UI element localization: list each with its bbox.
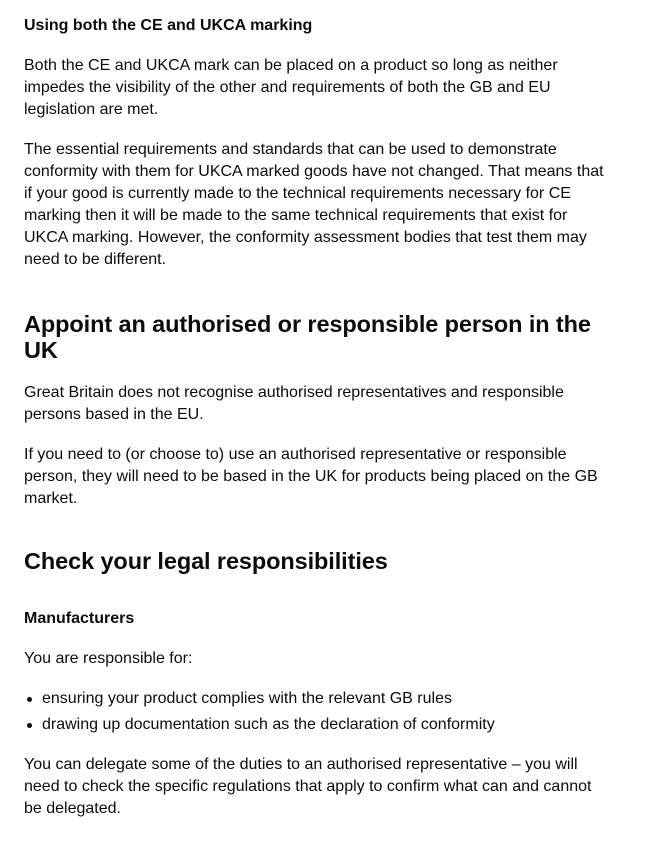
delegate-paragraph: You can delegate some of the duties to an authorised representative – you will need to check the specific regulations that apply to confirm what can and cannot be delegated. [24, 756, 592, 817]
appoint-paragraph-2: If you need to (or choose to) use an authorised representative or responsible person, they will need to be based in the UK for products being placed on the GB market. [24, 446, 598, 507]
ce-ukca-paragraph-1: Both the CE and UKCA mark can be placed on a product so long as neither impedes the visibility of the other and requirements of both the GB and EU legislation are met. [24, 57, 558, 118]
manufacturers-heading: Manufacturers [24, 610, 135, 627]
manufacturers-intro: You are responsible for: [24, 650, 193, 667]
appoint-heading: Appoint an authorised or responsible person in the UK [24, 311, 591, 363]
ce-ukca-paragraph-2: The essential requirements and standards that can be used to demonstrate conformity with them for UKCA marked goods have not changed. That means that if your good is currently made to the technical requirements necessary for CE marking then it will be made to the same technical requirements that exist for UKCA marking. However, the conformity assessment bodies that test them may need to be different. [24, 141, 604, 268]
ce-ukca-heading: Using both the CE and UKCA marking [24, 17, 313, 34]
legal-heading: Check your legal responsibilities [24, 548, 388, 574]
responsibilities-list [24, 688, 604, 740]
list-item: drawing up documentation such as the declaration of conformity [24, 714, 604, 740]
list-item: ensuring your product complies with the relevant GB rules [24, 688, 604, 714]
appoint-paragraph-1: Great Britain does not recognise authorised representatives and responsible persons based in the EU. [24, 384, 564, 423]
